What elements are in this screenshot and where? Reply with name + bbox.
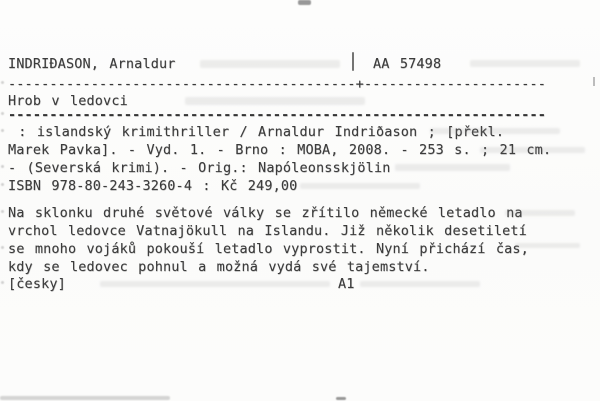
description-line: - (Severská krimi). - Orig.: Napóleonsskjölin	[8, 160, 391, 176]
scan-smudge	[300, 183, 420, 189]
margin-speck	[1, 210, 4, 213]
separator-line-title: -----------------------------------------------------------------	[8, 107, 547, 123]
annotation-line: kdy se ledovec pohnul a možná vydá své tajemství.	[8, 259, 430, 275]
scan-smudge	[185, 97, 365, 105]
language-note: [česky]	[8, 276, 66, 292]
scan-smudge	[360, 281, 480, 287]
margin-speck	[1, 129, 4, 132]
annotation-line: vrchol ledovce Vatnajökull na Islandu. Již několik desetiletí	[8, 223, 527, 239]
margin-speck	[1, 281, 4, 284]
vertical-tick-mark	[352, 52, 354, 71]
scan-smudge	[395, 164, 510, 171]
annotation-line: se mnoho vojáků pokouší letadlo vyprostit. Nyní přichází čas,	[8, 241, 529, 257]
scan-smudge	[336, 397, 346, 400]
isbn-price-line: ISBN 978-80-243-3260-4 : Kč 249,00	[8, 178, 298, 194]
margin-speck	[1, 81, 4, 84]
scan-edge-tick	[593, 77, 595, 86]
margin-speck	[1, 246, 4, 249]
description-line: Marek Pavka]. - Vyd. 1. - Brno : MOBA, 2008. - 253 s. ; 21 cm.	[8, 142, 552, 158]
author-heading: INDRIÐASON, Arnaldur	[8, 56, 176, 72]
record-title: Hrob v ledovci	[8, 93, 128, 109]
annotation-line: Na sklonku druhé světové války se zřítilo německé letadlo na	[8, 205, 523, 221]
scan-smudge	[505, 210, 575, 216]
scan-smudge	[298, 0, 311, 5]
description-line: : islandský krimithriller / Arnaldur Indriðason ; [překl.	[8, 124, 505, 140]
scan-edge-streak	[0, 396, 170, 400]
scan-smudge	[480, 147, 585, 153]
margin-speck	[1, 183, 4, 186]
scan-smudge	[200, 60, 340, 68]
margin-speck	[1, 112, 4, 115]
scan-smudge	[100, 281, 330, 287]
record-code: A1	[338, 276, 355, 292]
accession-number: AA 57498	[373, 56, 442, 72]
scan-smudge	[515, 243, 580, 248]
scan-smudge	[470, 60, 580, 67]
margin-speck	[1, 165, 4, 168]
scan-smudge	[430, 128, 560, 134]
separator-line-top: ------------------------------------------+----------------------	[8, 76, 547, 92]
